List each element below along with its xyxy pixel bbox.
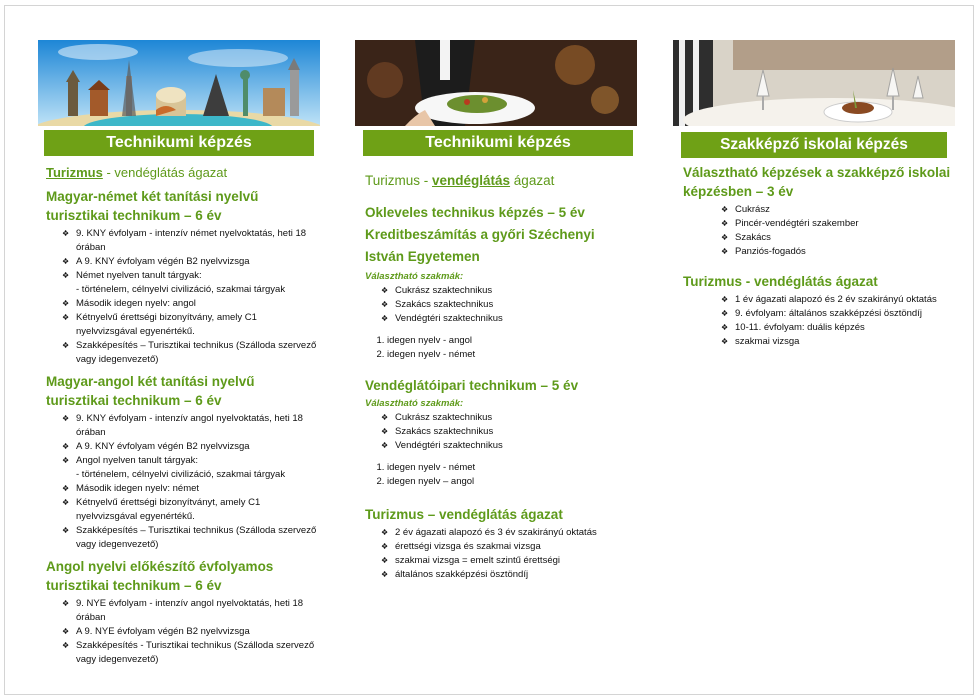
list-item: ❖ A 9. KNY évfolyam végén B2 nyelvvizsga	[76, 440, 320, 454]
profession-list	[365, 284, 637, 326]
list-item: ❖ 9. KNY évfolyam - intenzív angol nyelvoktatás, heti 18 órában	[76, 412, 320, 440]
list-item: ❖ A 9. NYE évfolyam végén B2 nyelvvizsga	[76, 625, 320, 639]
list-item: ❖ Szakképesítés – Turisztikai technikus (Szálloda szervező vagy idegenvezető)	[76, 524, 320, 552]
list-item: ❖ Vendégtéri szaktechnikus	[395, 439, 637, 453]
list-item: ❖ Kétnyelvű érettségi bizonyítványt, amely C1 nyelvvizsgával egyenértékű.	[76, 496, 320, 524]
section-title: Választható képzések a szakképző iskolai képzésben – 3 év	[683, 165, 951, 199]
section-title: Turizmus – vendéglátás ágazat	[365, 507, 563, 522]
list-item: ❖ szakmai vizsga = emelt szintű érettségi	[395, 554, 637, 568]
list-item: ❖ Szakképesítés – Turisztikai technikus (Szálloda szervező vagy idegenvezető)	[76, 339, 320, 367]
list-item: ❖ 2 év ágazati alapozó és 3 év szakirányú oktatás	[395, 526, 637, 540]
feature-list	[683, 293, 955, 349]
list-item: ❖ általános szakképzési ösztöndíj	[395, 568, 637, 582]
list-item: ❖ érettségi vizsga és szakmai vizsga	[395, 540, 637, 554]
list-item: ❖ Szakács	[735, 231, 955, 245]
list-item: ❖ 9. KNY évfolyam - intenzív német nyelvoktatás, heti 18 órában	[76, 227, 320, 255]
list-item: ❖ Panziós-fogadós	[735, 245, 955, 259]
list-item: ❖ 9. NYE évfolyam - intenzív angol nyelvoktatás, heti 18 órában	[76, 597, 320, 625]
waiter-dish-image	[355, 40, 637, 126]
language-list	[365, 461, 637, 489]
list-item: 2. idegen nyelv - német	[387, 348, 637, 362]
list-item: ❖ Pincér-vendégtéri szakember	[735, 217, 955, 231]
list-item: ❖ Angol nyelven tanult tárgyak: - történelem, célnyelvi civilizáció, szakmai tárgyak	[76, 454, 320, 482]
feature-list	[46, 412, 320, 552]
feature-list	[46, 227, 320, 367]
language-list	[365, 334, 637, 362]
profession-list	[365, 411, 637, 453]
section-title: Angol nyelvi előkészítő évfolyamos turisztikai technikum – 6 év	[46, 559, 274, 593]
sector-subtitle: Turizmus - vendéglátás ágazat	[46, 165, 228, 180]
section-title: Magyar-német két tanítási nyelvű turisztikai technikum – 6 év	[46, 189, 259, 223]
list-item: ❖ Kétnyelvű érettségi bizonyítvány, amely C1 nyelvvizsgával egyenértékű.	[76, 311, 320, 339]
list-item: 1. idegen nyelv - angol	[387, 334, 637, 348]
list-item: ❖ szakmai vizsga	[735, 335, 955, 349]
list-item: ❖ Szakács szaktechnikus	[395, 298, 637, 312]
list-item: ❖ A 9. KNY évfolyam végén B2 nyelvvizsga	[76, 255, 320, 269]
list-item: ❖ Cukrász szaktechnikus	[395, 284, 637, 298]
list-item: ❖ Második idegen nyelv: angol	[76, 297, 320, 311]
travel-landmarks-image	[38, 40, 320, 126]
list-item: ❖ Cukrász szaktechnikus	[395, 411, 637, 425]
list-item: ❖ Második idegen nyelv: német	[76, 482, 320, 496]
list-item: ❖ 10-11. évfolyam: duális képzés	[735, 321, 955, 335]
section-title: Magyar-angol két tanítási nyelvű turisztikai technikum – 6 év	[46, 374, 255, 408]
list-item: ❖ 9. évfolyam: általános szakképzési ösztöndíj	[735, 307, 955, 321]
sector-subtitle: Turizmus - vendéglátás ágazat	[365, 173, 555, 188]
feature-list	[365, 526, 637, 582]
section-title: Okleveles technikus képzés – 5 év Kreditbeszámítás a győri Széchenyi István Egyetemen	[365, 205, 595, 264]
list-item: 2. idegen nyelv – angol	[387, 475, 637, 489]
banner-title: Szakképző iskolai képzés	[681, 132, 947, 158]
feature-list	[46, 597, 320, 667]
list-item: 1. idegen nyelv - német	[387, 461, 637, 475]
list-item: ❖ Vendégtéri szaktechnikus	[395, 312, 637, 326]
list-item: ❖ Cukrász	[735, 203, 955, 217]
banner-title: Technikumi képzés	[44, 130, 314, 156]
list-item: ❖ 1 év ágazati alapozó és 2 év szakirányú oktatás	[735, 293, 955, 307]
banner-title: Technikumi képzés	[363, 130, 633, 156]
restaurant-table-image	[673, 40, 955, 126]
list-item: ❖ Német nyelven tanult tárgyak: - történelem, célnyelvi civilizáció, szakmai tárgyak	[76, 269, 320, 297]
list-item: ❖ Szakács szaktechnikus	[395, 425, 637, 439]
profession-list	[683, 203, 955, 259]
section-title: Turizmus - vendéglátás ágazat	[683, 274, 878, 289]
list-item: ❖ Szakképesítés - Turisztikai technikus (Szálloda szervező vagy idegenvezető)	[76, 639, 320, 667]
section-title: Vendéglátóipari technikum – 5 év	[365, 378, 579, 393]
choice-label: Választható szakmák:	[365, 398, 464, 409]
choice-label: Választható szakmák:	[365, 271, 464, 282]
